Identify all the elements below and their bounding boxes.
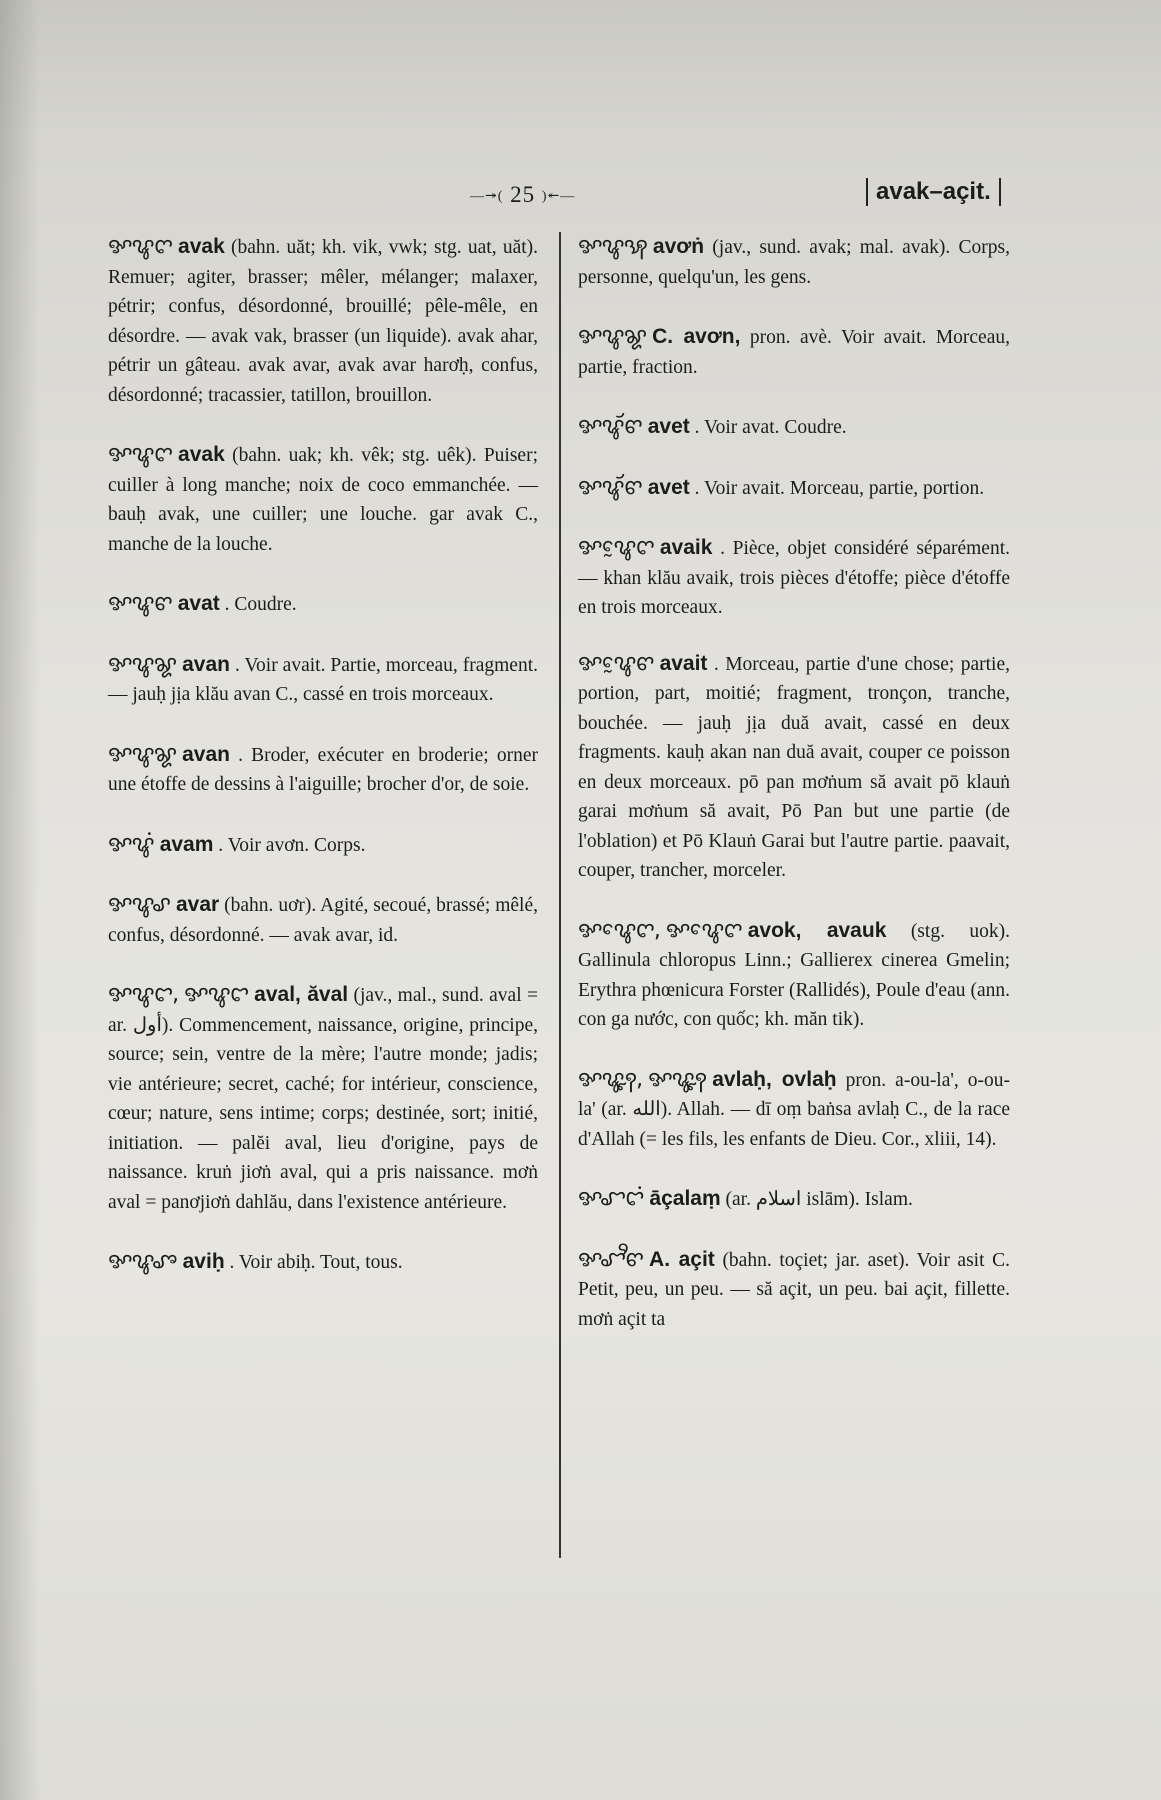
cham-script-word: ꨀꨥꨘ [578,324,647,349]
headword: aval, ăval [254,983,349,1006]
dictionary-entry [578,533,1010,623]
dictionary-entry [108,980,538,1217]
cham-script-word: ꨀꨥꩌ [108,831,154,857]
page-edge-shadow [0,0,40,1800]
dictionary-entry [578,322,1010,382]
cham-script-word: ꨀꨥꨨ [108,1249,177,1274]
entry-definition: . Voir abiḥ. Tout, tous. [229,1252,403,1273]
dictionary-entry [578,1184,1010,1215]
headword: avok, avauk [747,918,887,942]
entry-definition: . Voir avait. Partie, morceau, fragment. — jauḥ jịa klău avan C., cassé en trois morceaux. [108,654,538,705]
cham-script-word: ꨀꨥꨣ [108,892,170,917]
cham-script-word: ꨀꨥꨓ [108,591,172,616]
dictionary-entry [578,232,1010,292]
entry-definition: (ar. اسلام islām). Islam. [725,1189,913,1210]
headword: avan [182,652,230,676]
entry-definition: (bahn. uơr). Agité, secoué, brassé; mêlé, confus, désordonné. — avak avar, id. [108,895,538,946]
cham-script-word: ꨀꨥꨮꨓ [578,474,642,500]
headword: C. avơn, [652,325,741,348]
entry-definition: . Voir avơn. Corps. [218,834,366,856]
headword: avan [182,742,230,766]
headword: avat [177,592,220,615]
entry-definition: (bahn. toçiet; jar. aset). Voir asit C. Petit, peu, un peu. — să açit, un peu. bai açit, fillette. mơṅ açit ta [578,1249,1010,1330]
entry-definition: . Broder, exécuter en broderie; orner une étoffe de dessins à l'aiguille; brocher d'or, de soie. [108,744,538,795]
dictionary-entry [108,740,538,800]
entry-definition: (stg. uok). Gallinula chloropus Linn.; Gallierex cinerea Gmelin; Erythra phœnicura Forster (Rallidés), Poule d'eau (ann. con ga nước, con quốc; kh. măn tik). [578,920,1010,1030]
dictionary-entry [578,473,1010,504]
cham-script-word: ꨀꨥꨰꨈ [578,535,654,560]
entry-definition: . Voir avait. Morceau, partie, portion. [694,477,985,499]
dictionary-entry [578,412,1010,443]
dictionary-entry [578,1245,1010,1335]
cham-script-word: ꨀꨥꨯꨈ, ꨀꨥꨯꨈ [578,917,742,943]
entry-definition: . Coudre. [224,594,297,615]
entry-definition: . Voir avat. Coudre. [694,417,847,438]
headword: avak [178,235,225,258]
dictionary-entry [108,232,538,410]
headword: avet [647,415,690,438]
entry-definition: pron. a-ou-la', o-ou-la' (ar. الله). Allah. — dī oṃ baṅsa avlaḥ C., de la race d'Allah (= les fils, les enfants de Dieu. Cor., xliii, 14). [578,1069,1010,1150]
dictionary-entry [108,650,538,710]
entry-definition: (jav., mal., sund. aval = ar. أول). Commencement, naissance, origine, principe, source; sein, ventre de la mère; l'autre monde; jadis; vie antérieure; secret, caché; for intérieur, conscience, cœur; nature, sens intime; corps; destinée, sort; initié, initiation. — palĕi aval, lieu d'origine, pays de naissance. kruṅ jiơṅ aval, qui a pris naissance. mơṅ aval = panơjiơṅ dahlău, dans l'existence antérieure. [108,985,539,1213]
cham-script-word: ꨀꨥꨘ [108,741,177,767]
headword: avaik [659,536,713,559]
ornament-left: —↠( [470,189,504,205]
entry-definition: . Pièce, objet considéré séparément. — khan klău avaik, trois pièces d'étoffe; pièce d'étoffe en trois morceaux. [578,538,1010,618]
entry-definition: (bahn. uak; kh. vêk; stg. uêk). Puiser; cuiller à long manche; noix de coco emmanchée. — bauḥ avak, une cuiller; une louche. gar avak C., manche de la louche. [108,445,539,555]
entry-definition: (jav., sund. avak; mal. avak). Corps, personne, quelqu'un, les gens. [578,237,1011,288]
dictionary-entry [578,916,1010,1035]
headword: avet [647,475,690,499]
entry-definition: pron. avè. Voir avait. Morceau, partie, fraction. [578,327,1010,378]
cham-script-word: ꨀꨥꨤ, ꨀꨥꨤ [108,982,249,1007]
left-column [108,232,538,1308]
page-number [470,182,575,208]
headword: aviḥ [182,1250,225,1273]
headword: avam [159,832,214,856]
cham-script-word: ꨀꨥꨰꨓ [578,650,654,676]
headword: avait [659,651,708,675]
cham-script-word: ꨀꨧꨪꨓ [578,1246,644,1272]
dictionary-entry [108,890,538,950]
cham-script-word: ꨀꨥꩂ [578,234,647,259]
right-column [578,232,1010,1364]
headword: avar [176,893,220,916]
entry-definition: (bahn. uăt; kh. vik, vwk; stg. uat, uăt). Remuer; agiter, brasser; mêler, mélanger; malaxer, pétrir; confus, désordonné, brouillé; pêle-mêle, en désordre. — avak vak, brasser (un liquide). avak ahar, pétrir un gâteau. avak avar, avak avar harơḥ, confus, désordonné; tracassier, tatillon, brouillon. [108,237,539,406]
dictionary-entry [108,830,538,861]
headword: A. açit [649,1247,715,1271]
cham-script-word: ꨀꨥꨈ [108,442,173,467]
headword: avlaḥ, ovlaḥ [712,1067,837,1091]
dictionary-entry [578,649,1010,886]
headword: avơṅ [652,235,705,258]
dictionary-entry [108,440,538,559]
dictionary-entry [108,1247,538,1278]
headword: avak [178,443,225,466]
dictionary-entry [578,1065,1010,1155]
entry-definition: . Morceau, partie d'une chose; partie, portion, part, moitié; fragment, tronçon, tranche, bouchée. — jauḥ jịa duă avait, cassé en deux fragments. kauḥ akan nan duă avait, couper ce poisson en deux morceaux. pō pan mơṅum să avait pō klauṅ garai mơṅum să avait, Pō Pan but une partie (de l'oblation) et Pō Klauṅ Garai but l'autre partie. paavait, couper, trancher, morceler. [578,653,1010,881]
headword-range: avak–açit. [866,178,1001,206]
cham-script-word: ꨀꨥꨘ [108,651,177,677]
column-divider [559,232,561,1558]
page-number-value: 25 [510,182,536,207]
cham-script-word: ꨀꨥꨮꨓ [578,414,642,439]
cham-script-word: ꨀꨥꨈ [108,234,173,259]
headword: āçalaṃ [649,1187,721,1210]
dictionary-entry [108,589,538,620]
ornament-right: )↞— [541,189,576,205]
cham-script-word: ꨀꨧꨤꩌ [578,1186,644,1211]
running-head [0,178,1161,218]
cham-script-word: ꨀꨥꨵꩍ, ꨀꨥꨵꩍ [578,1066,707,1092]
